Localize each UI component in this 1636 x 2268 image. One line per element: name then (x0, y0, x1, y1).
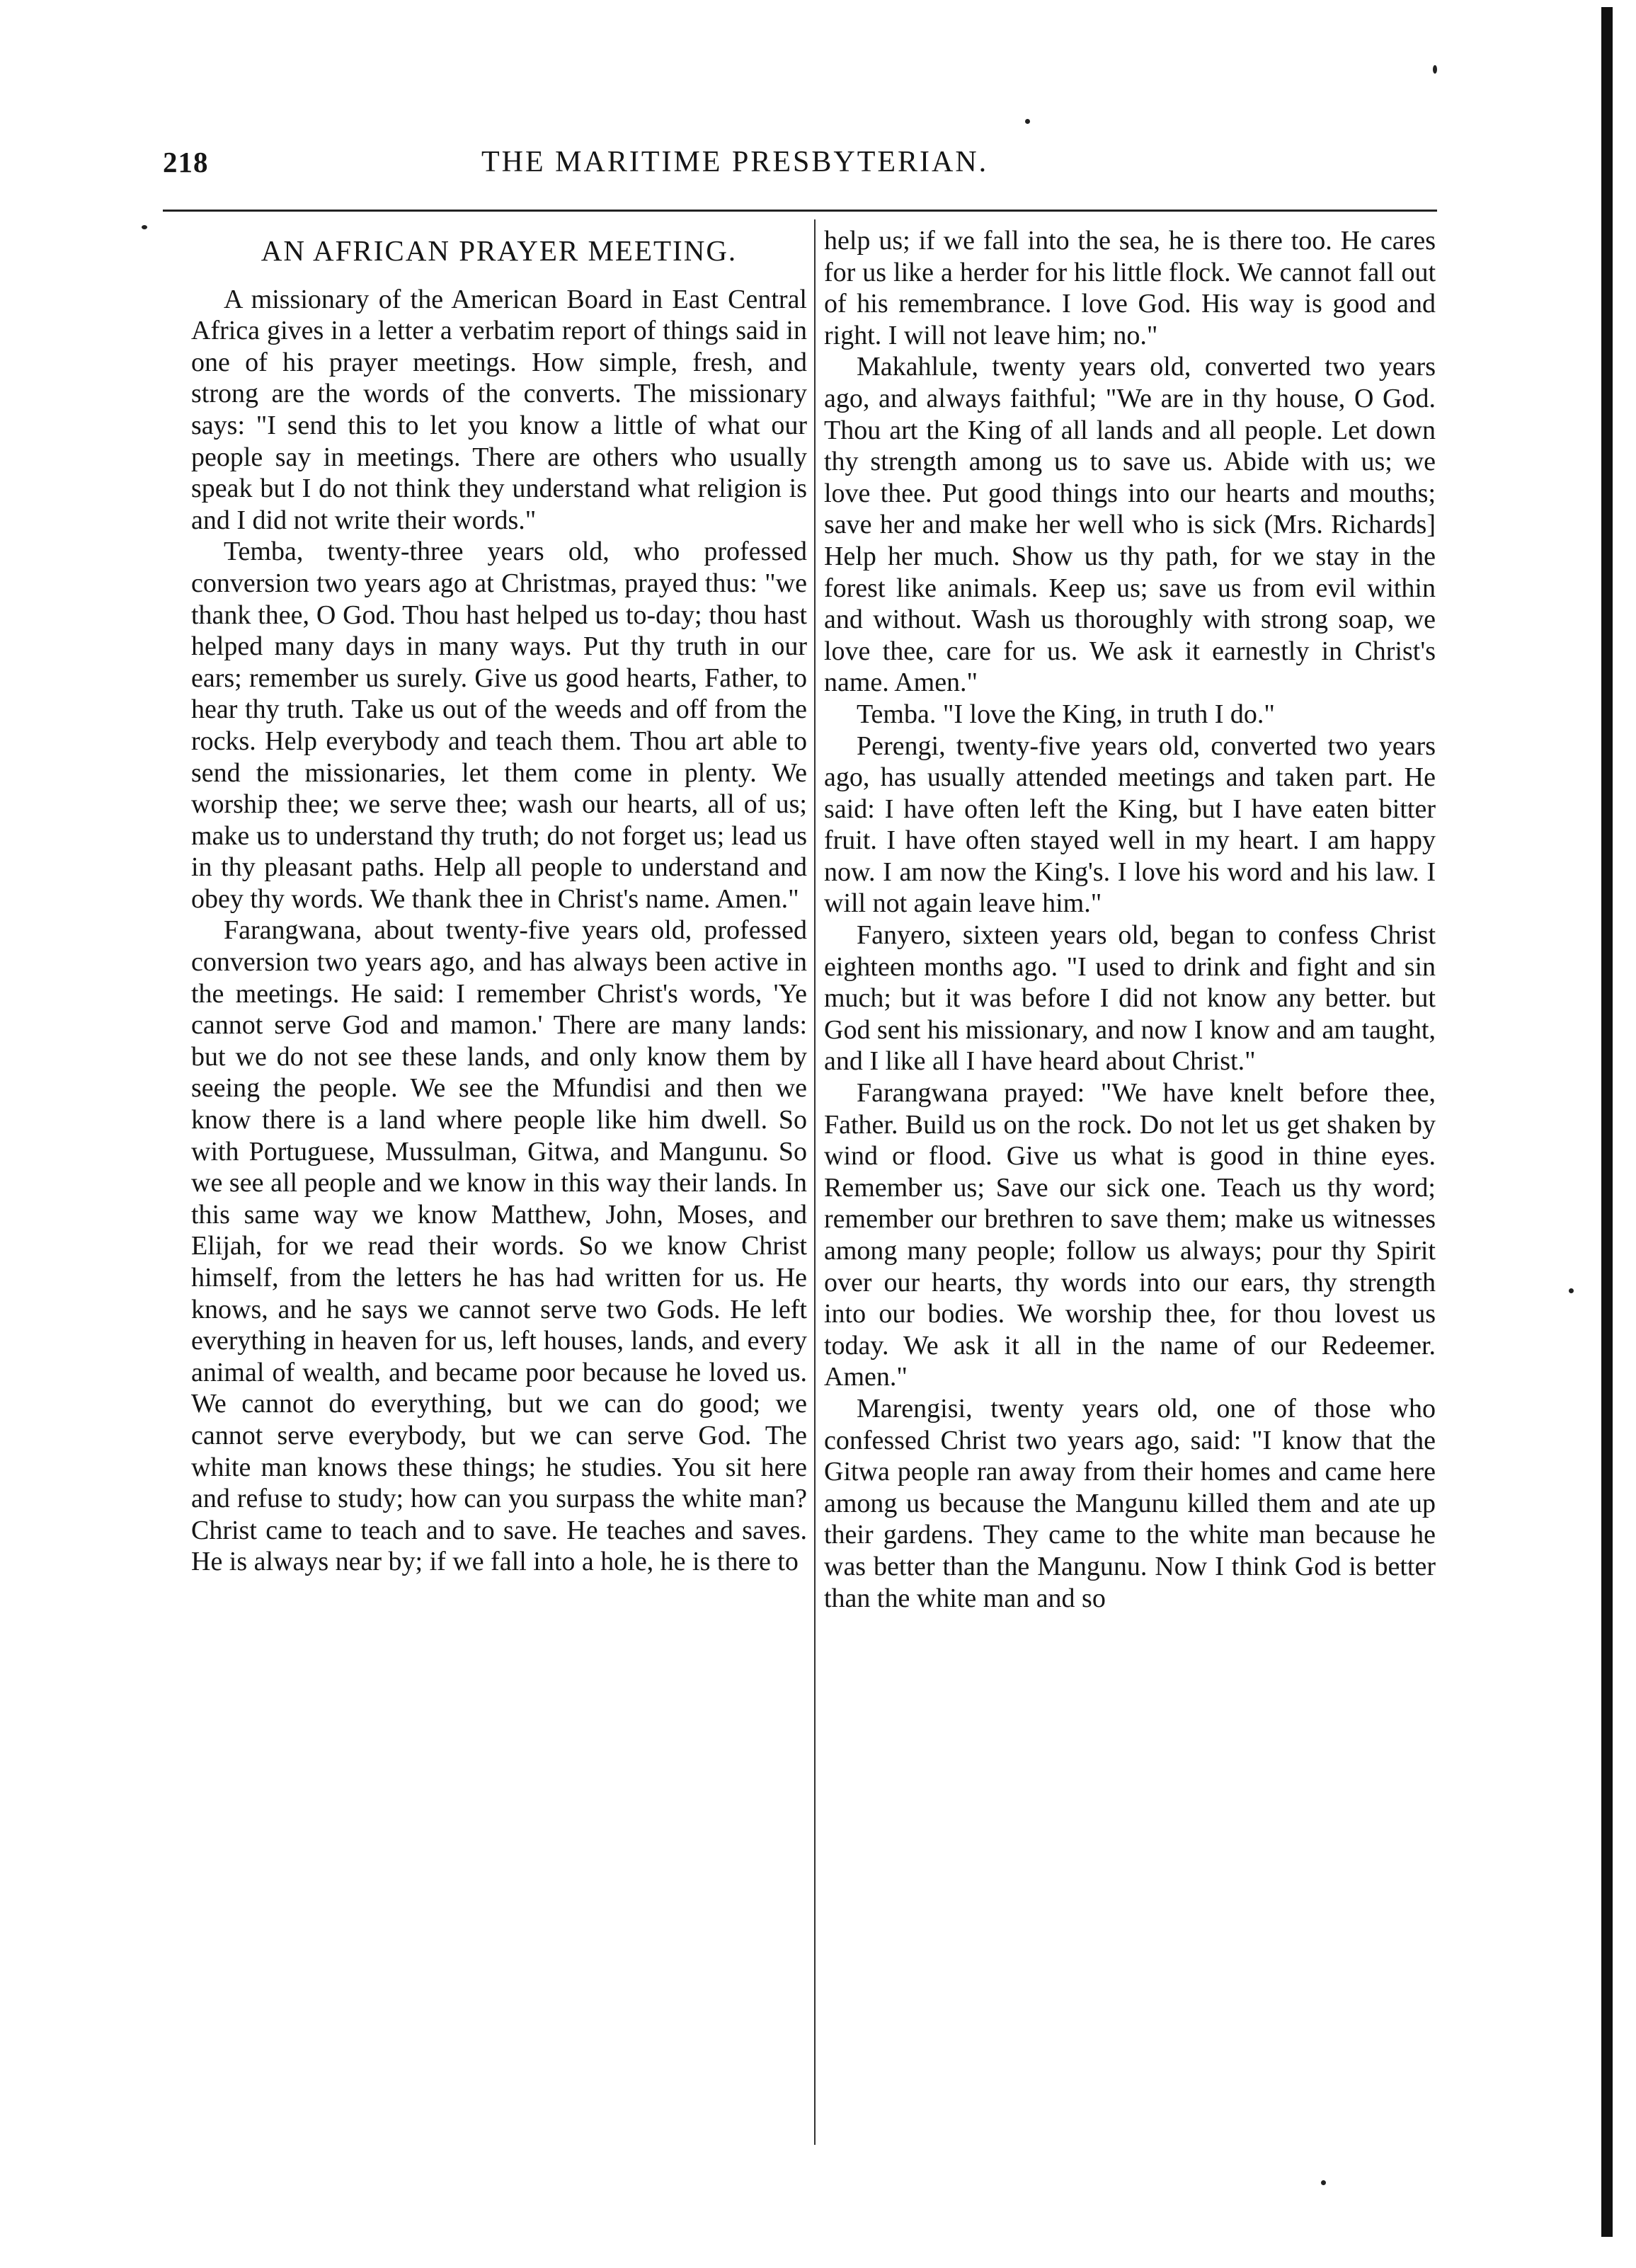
journal-title: THE MARITIME PRESBYTERIAN. (481, 146, 989, 178)
paragraph-farangwana-prayer: Farangwana prayed: "We have knelt before thee, Father. Build us on the rock. Do not let us get shaken by wind or flood. Give us what is good in thine eyes. Remember us; Save our sick one. Teach us thy word; remember our brethren to save them; make us witnesses among many people; follow us always; pour thy Spirit over our hearts, thy words into our ears, thy strength into our bodies. We worship thee, for thou lovest us today. We ask it all in the name of our Redeemer. Amen." (824, 1078, 1436, 1392)
paragraph-marengisi: Marengisi, twenty years old, one of those who confessed Christ two years ago, said: "I know that the Gitwa people ran away from their homes and came here among us because the Mangunu killed them and ate up their gardens. They came to the white man because he was better than the Mangunu. Now I think God is better than the white man and so (824, 1393, 1436, 1613)
left-column (191, 225, 807, 1578)
paragraph-temba-statement: Temba. "I love the King, in truth I do." (857, 699, 1275, 729)
page-edge-bar (1601, 7, 1613, 2237)
paragraph-makahlule: Makahlule, twenty years old, converted two years ago, and always faithful; "We are in thy house, O God. Thou art the King of all lands and all people. Let down thy strength among us to save us. Abide with us; we love thee. Put good things into our hearts and mouths; save her and make her well who is sick (Mrs. Richards] Help her much. Show us thy path, for we stay in the forest like animals. Keep us; save us from evil within and without. Wash us thoroughly with strong soap, we love thee, care for us. We ask it earnestly in Christ's name. Amen." (824, 352, 1436, 698)
right-column (824, 225, 1436, 1614)
article-title: AN AFRICAN PRAYER MEETING. (261, 234, 738, 267)
paragraph-intro: A missionary of the American Board in East Central Africa gives in a letter a verbatim report of things said in one of his prayer meetings. How simple, fresh, and strong are the words of the converts. The missionary says: "I send this to let you know a little of what our people say in meetings. There are others who usually speak but I do not think they understand what religion is and I did not write their words." (191, 284, 807, 535)
paragraph-continuation: help us; if we fall into the sea, he is there too. He cares for us like a herder for his little flock. We cannot fall out of his remembrance. I love God. His way is good and right. I will not leave him; no." (824, 226, 1436, 350)
page-number: 218 (163, 146, 209, 178)
paragraph-temba-prayer: Temba, twenty-three years old, who professed conversion two years ago at Christmas, prayed thus: "we thank thee, O God. Thou hast helped us to-day; thou hast helped many days in many ways. Put thy truth in our ears; remember us surely. Give us good hearts, Father, to hear thy truth. Take us out of the weeds and off from the rocks. Help everybody and teach them. Thou art able to send the missionaries, let them come in plenty. We worship thee; we serve thee; wash our hearts, all of us; make us to understand thy truth; do not forget us; lead us in thy pleasant paths. Help all people to understand and obey thy words. We thank thee in Christ's name. Amen." (191, 537, 807, 914)
running-header (163, 145, 1437, 195)
column-rule (814, 219, 816, 2145)
paragraph-farangwana: Farangwana, about twenty-five years old, professed conversion two years ago, and has always been active in the meetings. He said: I remember Christ's words, 'Ye cannot serve God and mamon.' There are many lands: but we do not see these lands, and only know them by seeing the people. We see the Mfundisi and then we know there is a land where people like him dwell. So with Portuguese, Mussulman, Gitwa, and Mangunu. So we see all people and we know in this way their lands. In this same way we know Matthew, John, Moses, and Elijah, for we read their words. So we know Christ himself, from the letters he has had written for us. He knows, and he says we cannot serve two Gods. He left everything in heaven for us, left houses, lands, and every animal of wealth, and became poor because he loved us. We cannot do everything, but we can do good; we cannot serve everybody, but we can serve God. The white man knows these things; he studies. You sit here and refuse to study; how can you surpass the white man? Christ came to teach and to save. He teaches and saves. He is always near by; if we fall into a hole, he is there to (191, 915, 807, 1577)
ink-speck (142, 225, 147, 229)
ink-speck (1569, 1288, 1574, 1293)
ink-speck (1321, 2180, 1326, 2185)
ink-speck (1025, 119, 1030, 124)
ink-speck (1433, 65, 1437, 74)
paragraph-fanyero: Fanyero, sixteen years old, began to confess Christ eighteen months ago. "I used to drink and fight and sin much; but it was before I did not know any better. but God sent his missionary, and now I know and am taught, and I like all I have heard about Christ." (824, 920, 1436, 1077)
header-rule (163, 210, 1437, 212)
paragraph-perengi: Perengi, twenty-five years old, converted two years ago, has usually attended meetings and taken part. He said: I have often left the King, but I have eaten bitter fruit. I have often stayed well in my heart. I am happy now. I am now the King's. I love his word and his law. I will not again leave him." (824, 731, 1436, 919)
